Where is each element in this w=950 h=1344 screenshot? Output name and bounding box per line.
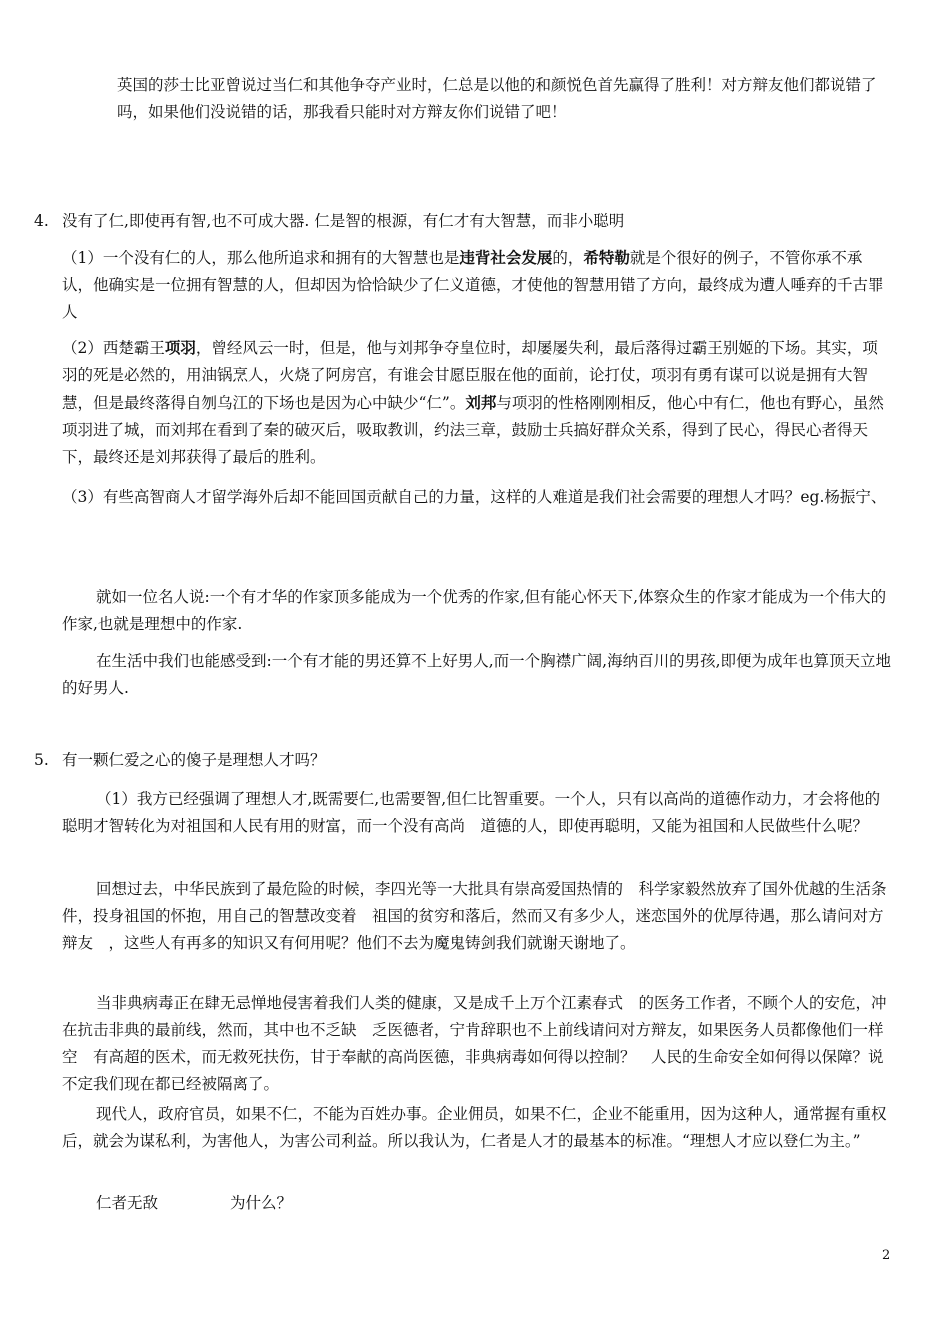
- text-run: （2）西楚霸王: [62, 339, 165, 357]
- emphasis-text: 刘邦: [465, 393, 497, 412]
- closing-question: 为什么？: [230, 1194, 293, 1212]
- section-4-point-2: [62, 334, 892, 471]
- intro-paragraph: 英国的莎士比亚曾说过当仁和其他争夺产业时，仁总是以他的和颜悦色首先赢得了胜利！对方辩友他们都说错了吗，如果他们没说错的话，那我看只能时对方辩友你们说错了吧！: [117, 76, 877, 121]
- section-4-life-paragraph: 在生活中我们也能感受到:一个有才能的男还算不上好男人,而一个胸襟广阔,海纳百川的男孩,即便为成年也算顶天立地的好男人.: [62, 652, 892, 697]
- section-5-number: 5.: [34, 751, 49, 769]
- section-4-number: 4.: [34, 212, 49, 230]
- section-4-heading: 没有了仁,即使再有智,也不可成大器. 仁是智的根源，有仁才有大智慧，而非小聪明: [62, 212, 625, 230]
- page-number: 2: [882, 1248, 891, 1263]
- section-4-point-1: [62, 244, 892, 326]
- text-run: 的，: [552, 249, 584, 267]
- section-4-quote-paragraph: 就如一位名人说:一个有才华的作家顶多能成为一个优秀的作家,但有能心怀天下,体察众生的作家才能成为一个伟大的作家,也就是理想中的作家.: [62, 588, 887, 633]
- section-5-heading: 有一颗仁爱之心的傻子是理想人才吗？: [62, 751, 326, 769]
- text-run: 就是个很好的例子，不管你承不承认，他确实是一位拥有智慧的人，但却因为恰恰缺少了仁义道德，才使他的智慧用错了方向，最终成为遭人唾弃的千古罪人: [62, 249, 884, 321]
- section-5-closing-line: [96, 1190, 396, 1217]
- section-5-point-1: （1）我方已经强调了理想人才,既需要仁,也需要智,但仁比智重要。一个人，只有以高尚的道德作动力，才会将他的聪明才智转化为对祖国和人民有用的财富，而一个没有高尚 道德的人，即使再聪明，又能为祖国和人民做些什么呢？: [62, 790, 881, 835]
- text-run: ，曾经风云一时，但是，他与刘邦争夺皇位时，却屡屡失利，最后落得过霸王别姬的下场。其实，项羽的死是必然的，用油锅烹人，火烧了阿房宫，有谁会甘愿臣服在他的面前，论打仗，项羽有勇有谋可以说是拥有大智慧，但是最终落得自刎乌江的下场也是因为心中缺少“仁”。: [62, 339, 878, 412]
- text-run: 与项羽的性格刚刚相反，他心中有仁，他也有野心，虽然项羽进了城，而刘邦在看到了秦的破灭后，吸取教训，约法三章，鼓励士兵搞好群众关系，得到了民心，得民心者得天下，最终还是刘邦获得了最后的胜利。: [62, 394, 884, 466]
- emphasis-text: 希特勒: [583, 248, 630, 267]
- emphasis-text: 违背社会发展: [459, 248, 553, 267]
- section-4-point-3: （3）有些高智商人才留学海外后却不能回国贡献自己的力量，这样的人难道是我们社会需要的理想人才吗？eg.杨振宁、: [62, 488, 887, 506]
- section-5-sars-paragraph: 当非典病毒正在肆无忌惮地侵害着我们人类的健康，又是成千上万个江素春式 的医务工作者，不顾个人的安危，冲在抗击非典的最前线，然而，其中也不乏缺 乏医德者，宁肯辞职也不上前线请问对方辩友，如果医务人员都像他们一样空 有高超的医术，而无救死扶伤，甘于奉献的高尚医德，非典病毒如何得以控制？ 人民的生命安全如何得以保障？说不定我们现在都已经被隔离了。: [62, 994, 887, 1093]
- closing-phrase: 仁者无敌: [96, 1194, 159, 1212]
- emphasis-text: 项羽: [164, 338, 196, 357]
- section-5-history-paragraph: 回想过去，中华民族到了最危险的时候，李四光等一大批具有崇高爱国热情的 科学家毅然放弃了国外优越的生活条件，投身祖国的怀抱，用自己的智慧改变着 祖国的贫穷和落后，然而又有多少人，迷恋国外的优厚待遇，那么请问对方辩友 ，这些人有再多的知识又有何用呢？他们不去为魔鬼铸剑我们就谢天谢地了。: [62, 880, 887, 952]
- text-run: （1）一个没有仁的人，那么他所追求和拥有的大智慧也是: [62, 249, 460, 267]
- section-5-modern-paragraph: 现代人，政府官员，如果不仁，不能为百姓办事。企业佣员，如果不仁，企业不能重用，因为这种人，通常握有重权后，就会为谋私利，为害他人，为害公司利益。所以我认为，仁者是人才的最基本的标准。“理想人才应以登仁为主。”: [62, 1105, 887, 1150]
